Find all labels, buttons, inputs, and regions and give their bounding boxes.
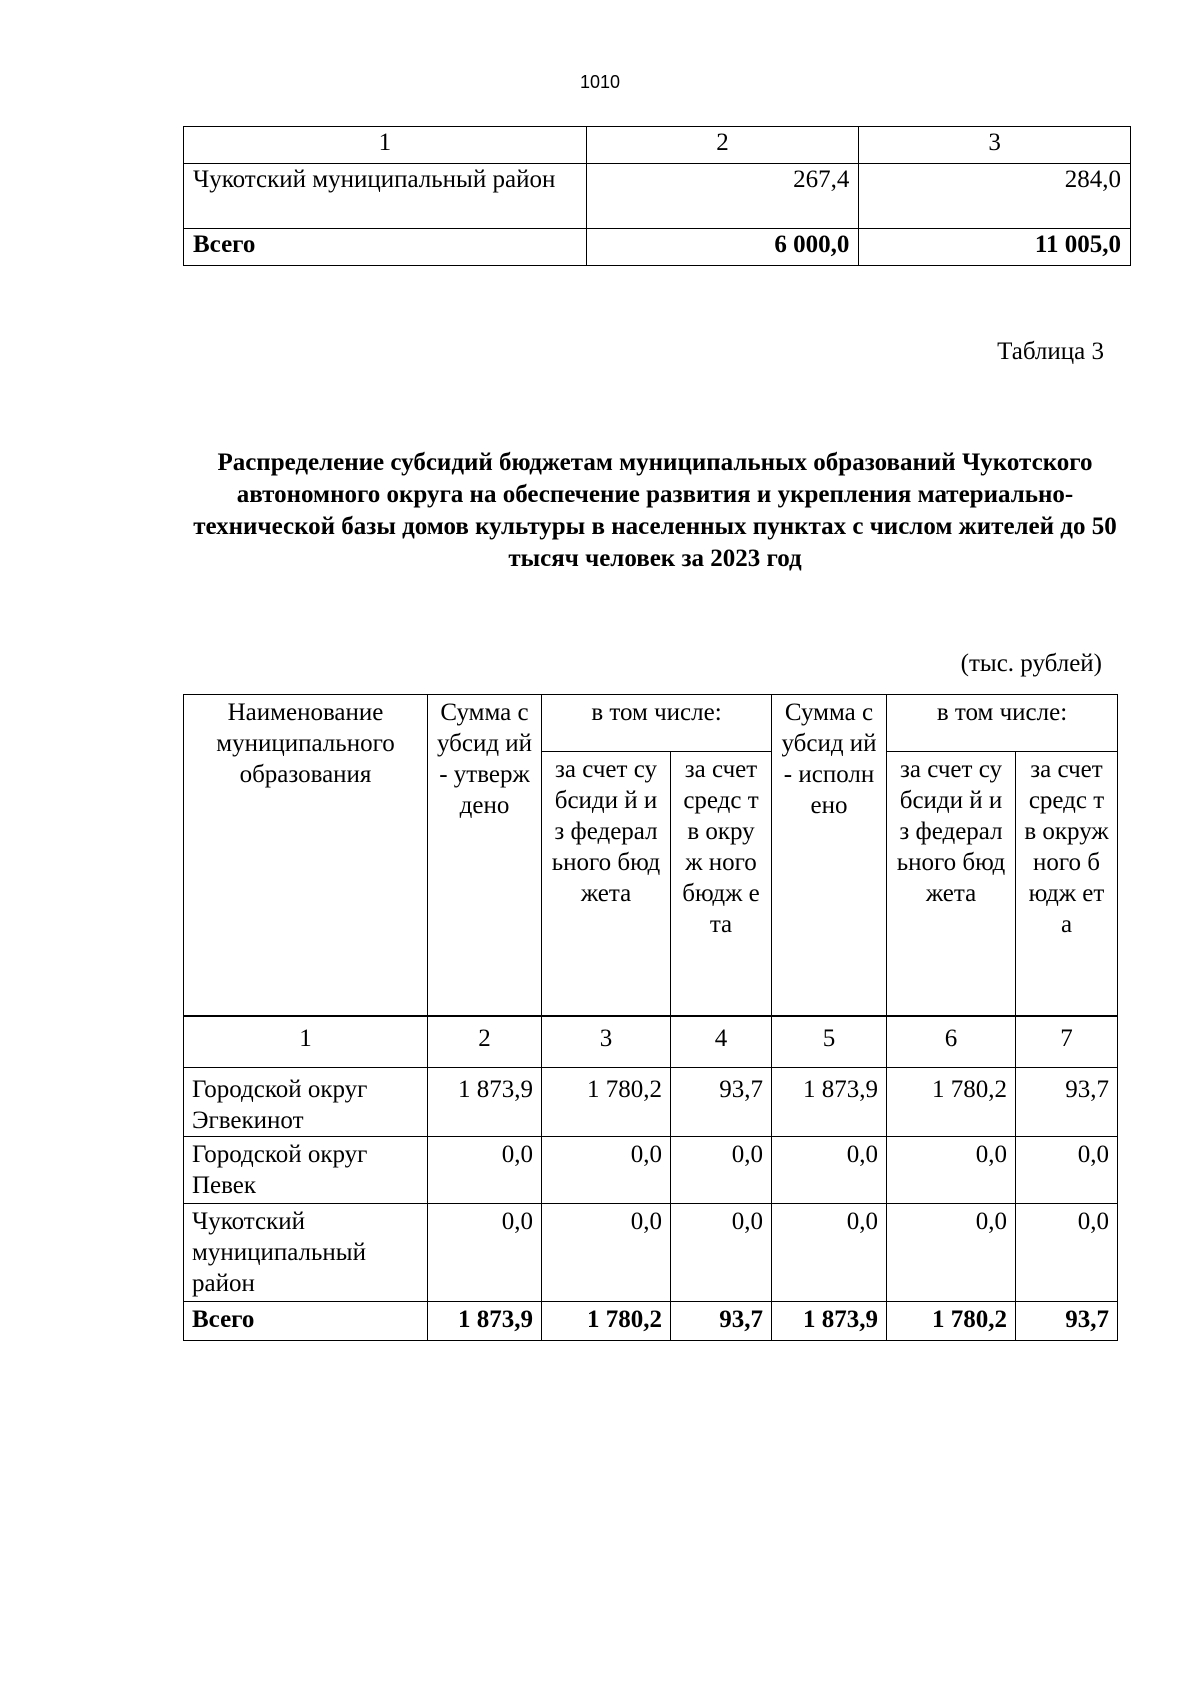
value-cell: 0,0 [428, 1137, 542, 1204]
header-cell: 3 [859, 127, 1131, 164]
value-cell: 0,0 [671, 1137, 772, 1204]
value-cell: 0,0 [887, 1204, 1016, 1302]
header-federal-budget: за счет субсиди й из федерал ьного бюджета [887, 752, 1016, 1017]
value-cell: 0,0 [1016, 1204, 1118, 1302]
total-value: 93,7 [671, 1302, 772, 1341]
total-label: Всего [184, 229, 587, 266]
value-cell: 0,0 [542, 1204, 671, 1302]
value-cell: 267,4 [586, 164, 859, 229]
total-row [184, 229, 1131, 266]
total-row [184, 1302, 1118, 1341]
column-index: 3 [542, 1016, 671, 1068]
value-cell: 1 780,2 [542, 1068, 671, 1137]
value-cell: 0,0 [1016, 1137, 1118, 1204]
value-cell: 93,7 [671, 1068, 772, 1137]
column-index: 7 [1016, 1016, 1118, 1068]
total-value: 93,7 [1016, 1302, 1118, 1341]
value-cell: 0,0 [542, 1137, 671, 1204]
header-municipality: Наименование муниципального образования [184, 695, 428, 1017]
page-number: 1010 [579, 72, 621, 92]
value-cell: 0,0 [428, 1204, 542, 1302]
continued-table [183, 126, 1131, 266]
header-including: в том числе: [542, 695, 772, 752]
total-value: 1 780,2 [542, 1302, 671, 1341]
table-row [184, 1137, 1118, 1204]
value-cell: 93,7 [1016, 1068, 1118, 1137]
header-district-budget: за счет средс тв окруж ного бюдж ета [671, 752, 772, 1017]
municipality-name: Городской округ Певек [184, 1137, 428, 1204]
table-label: Таблица 3 [997, 338, 1104, 365]
column-index: 5 [772, 1016, 887, 1068]
units-label: (тыс. рублей) [960, 650, 1102, 677]
table-row [184, 164, 1131, 229]
table-row [184, 1204, 1118, 1302]
value-cell: 1 873,9 [428, 1068, 542, 1137]
value-cell: 1 780,2 [887, 1068, 1016, 1137]
document-title: Распределение субсидий бюджетам муниципальных образований Чукотского автономного округа на обеспечение развития и укрепления материально-технической базы домов культуры в населенных пунктах с числом жителей до 50 тысяч человек за 2023 год [193, 449, 1117, 572]
header-including: в том числе: [887, 695, 1118, 752]
subsidy-distribution-table [183, 694, 1118, 1341]
column-index: 4 [671, 1016, 772, 1068]
header-executed-sum: Сумма субсид ий - исполн ено [772, 695, 887, 1017]
total-value: 1 873,9 [772, 1302, 887, 1341]
value-cell: 1 873,9 [772, 1068, 887, 1137]
column-index: 1 [184, 1016, 428, 1068]
header-federal-budget: за счет субсиди й из федерал ьного бюджета [542, 752, 671, 1017]
total-value: 11 005,0 [859, 229, 1131, 266]
total-value: 1 780,2 [887, 1302, 1016, 1341]
header-district-budget: за счет средс тв окруж ного бюдж ета [1016, 752, 1118, 1017]
value-cell: 284,0 [859, 164, 1131, 229]
column-index: 6 [887, 1016, 1016, 1068]
municipality-name: Городской округ Эгвекинот [184, 1068, 428, 1137]
table-header-row [184, 695, 1118, 752]
municipality-name: Чукотский муниципальный район [184, 164, 587, 229]
column-index-row [184, 1016, 1118, 1068]
value-cell: 0,0 [772, 1137, 887, 1204]
value-cell: 0,0 [772, 1204, 887, 1302]
column-index: 2 [428, 1016, 542, 1068]
total-value: 1 873,9 [428, 1302, 542, 1341]
municipality-name: Чукотский муниципальный район [184, 1204, 428, 1302]
header-approved-sum: Сумма субсид ий - утверж дено [428, 695, 542, 1017]
table-header-row [184, 127, 1131, 164]
total-value: 6 000,0 [586, 229, 859, 266]
table-row [184, 1068, 1118, 1137]
value-cell: 0,0 [887, 1137, 1016, 1204]
header-cell: 2 [586, 127, 859, 164]
value-cell: 0,0 [671, 1204, 772, 1302]
header-cell: 1 [184, 127, 587, 164]
total-label: Всего [184, 1302, 428, 1341]
